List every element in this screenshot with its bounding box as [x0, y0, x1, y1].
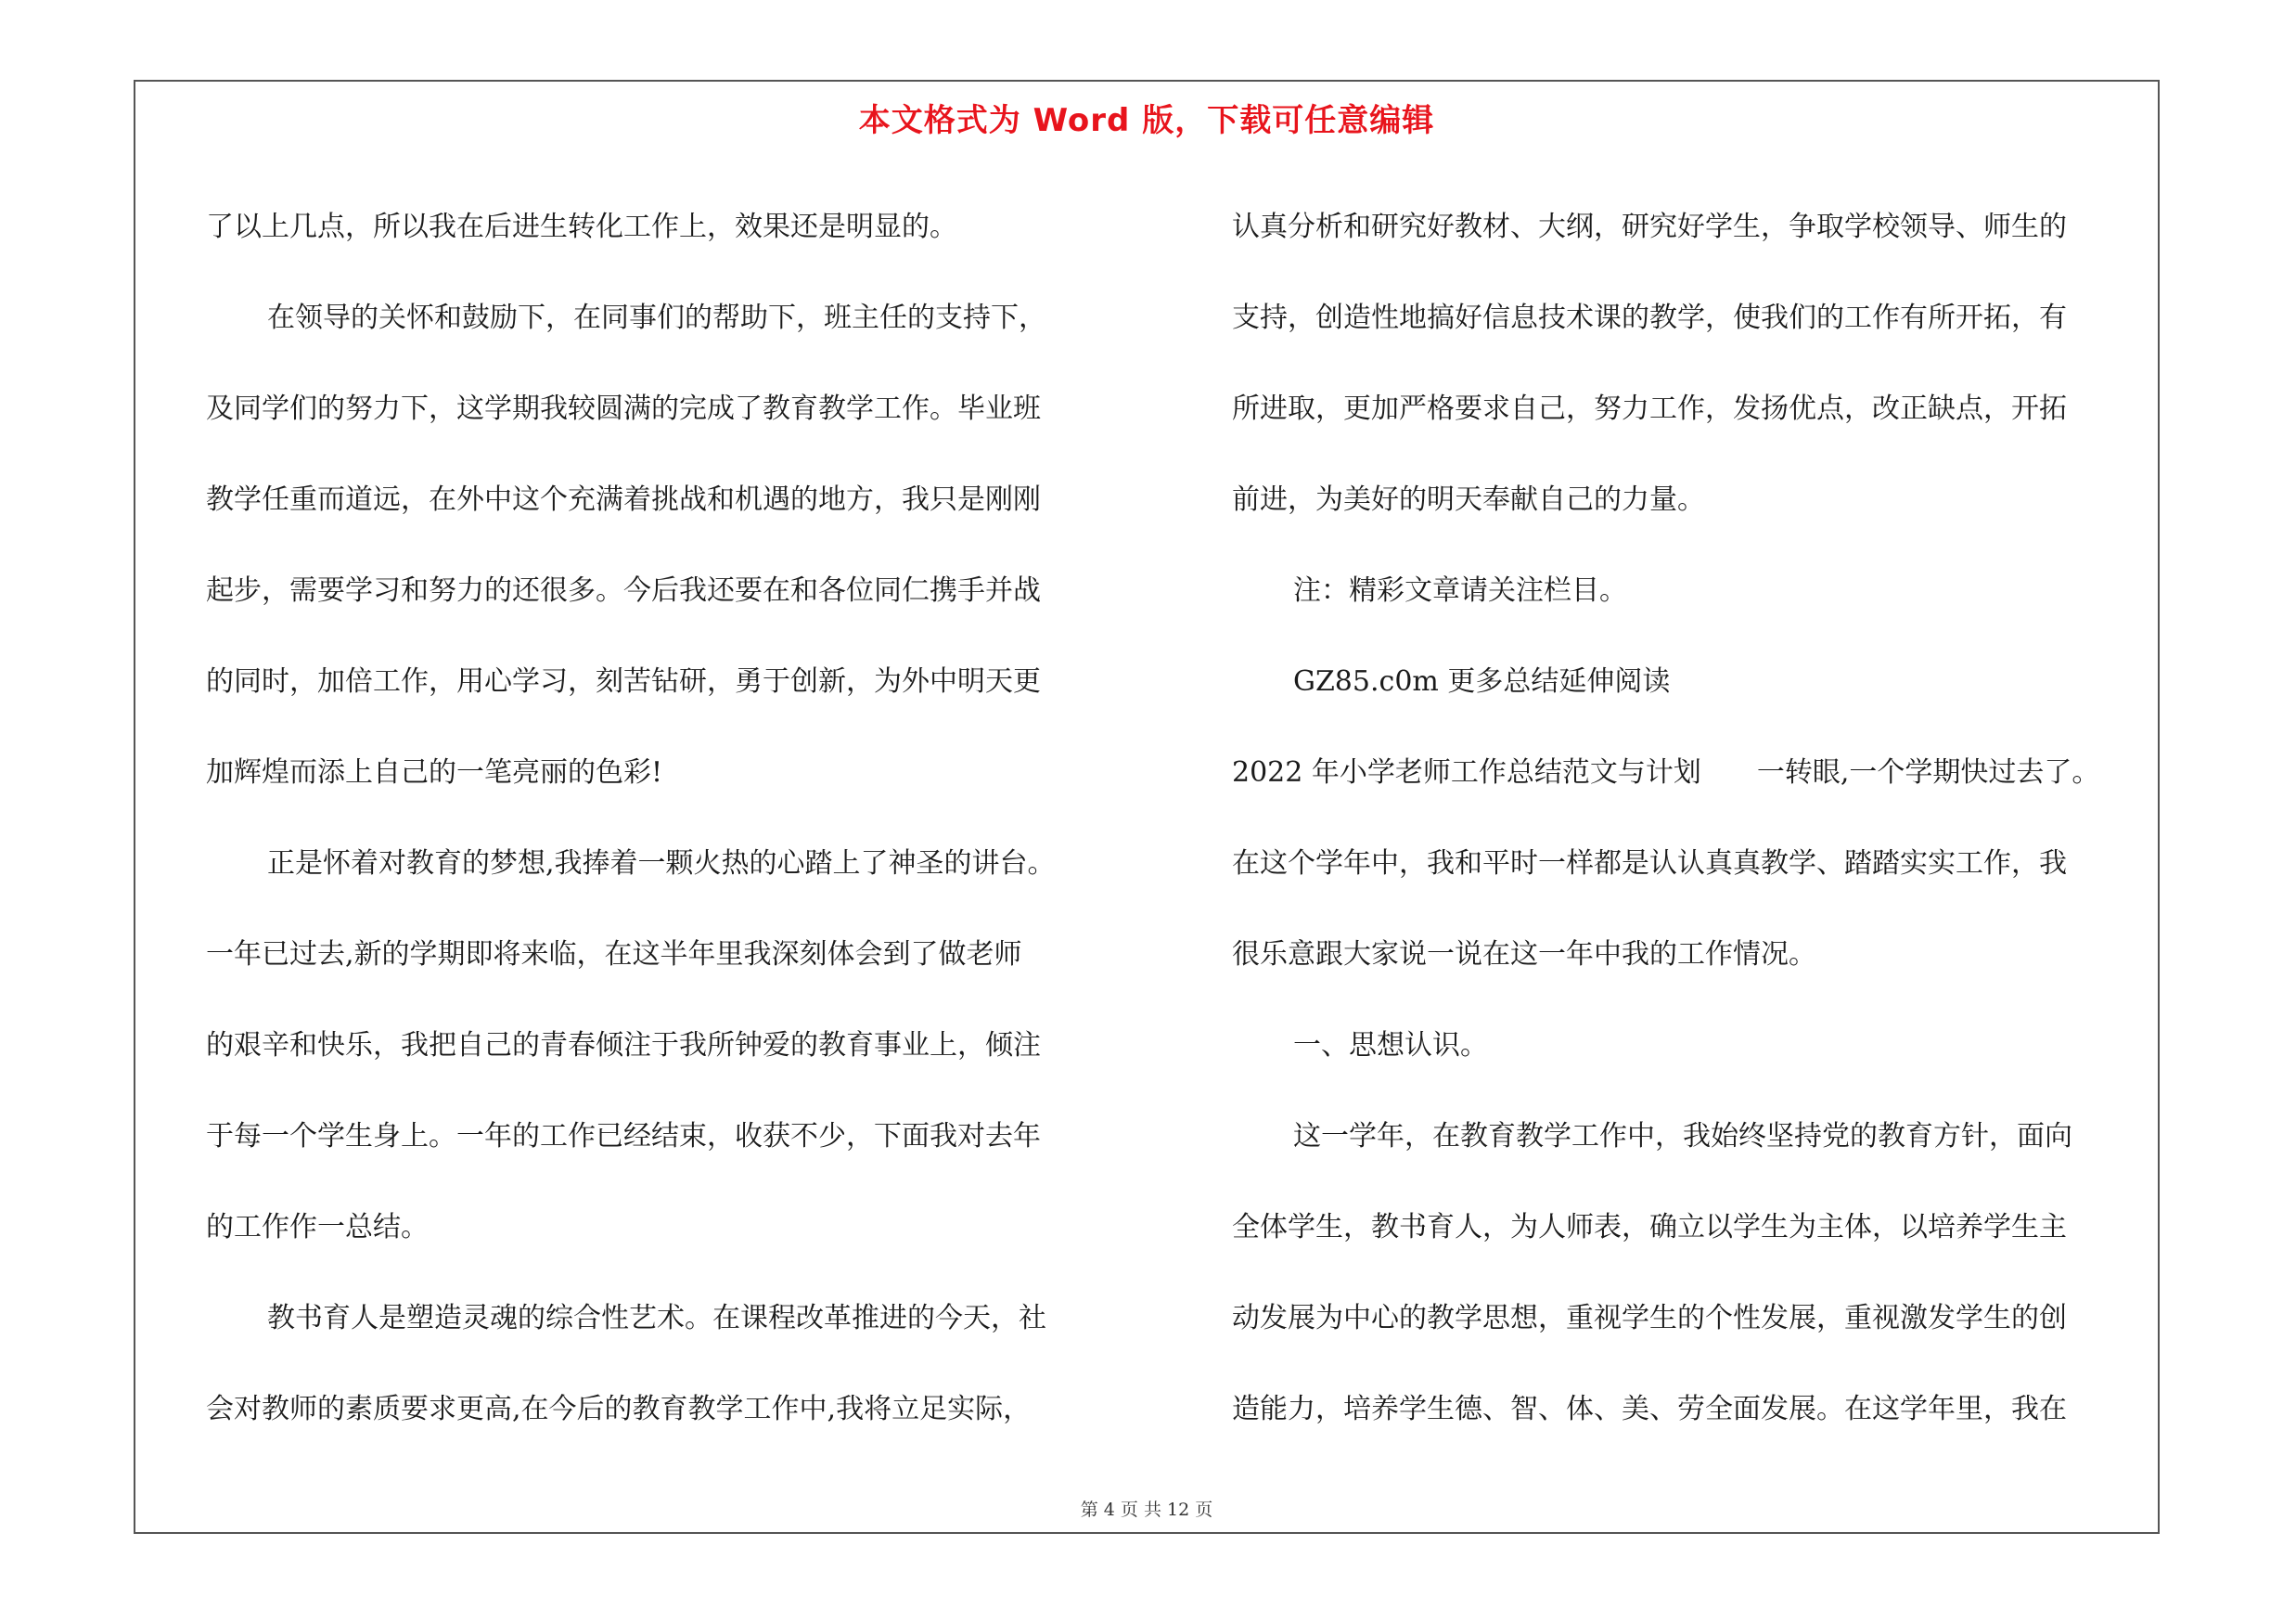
text-line: 很乐意跟大家说一说在这一年中我的工作情况。 [1232, 938, 1816, 971]
text-line: 注：精彩文章请关注栏目。 [1293, 574, 1627, 607]
text-line: 所进取，更加严格要求自己，努力工作，发扬优点，改正缺点，开拓 [1232, 393, 2067, 425]
text-line: 了以上几点，所以我在后进生转化工作上，效果还是明显的。 [206, 211, 957, 243]
page-frame [134, 80, 2160, 1534]
text-line: 2022 年小学老师工作总结范文与计划 一转眼,一个学期快过去了。 [1232, 756, 2100, 789]
left-column [206, 182, 1134, 1455]
text-line: 的同时，加倍工作，用心学习，刻苦钻研，勇于创新，为外中明天更 [206, 665, 1041, 698]
text-line: 全体学生，教书育人，为人师表，确立以学生为主体，以培养学生主 [1232, 1211, 2067, 1243]
text-line: GZ85.c0m 更多总结延伸阅读 [1293, 665, 1671, 698]
text-line: 造能力，培养学生德、智、体、美、劳全面发展。在这学年里，我在 [1232, 1393, 2067, 1425]
text-line: 前进，为美好的明天奉献自己的力量。 [1232, 483, 1705, 516]
text-line: 一年已过去,新的学期即将来临，在这半年里我深刻体会到了做老师 [206, 938, 1022, 971]
text-line: 起步，需要学习和努力的还很多。今后我还要在和各位同仁携手并战 [206, 574, 1041, 607]
text-line: 的工作作一总结。 [206, 1211, 429, 1243]
text-line: 于每一个学生身上。一年的工作已经结束，收获不少，下面我对去年 [206, 1120, 1041, 1153]
text-line: 这一学年，在教育教学工作中，我始终坚持党的教育方针，面向 [1293, 1120, 2072, 1153]
text-line: 在领导的关怀和鼓励下，在同事们的帮助下，班主任的支持下， [267, 302, 1046, 334]
text-line: 支持，创造性地搞好信息技术课的教学，使我们的工作有所开拓，有 [1232, 302, 2067, 334]
text-line: 正是怀着对教育的梦想,我捧着一颗火热的心踏上了神圣的讲台。 [267, 847, 1056, 880]
text-line: 及同学们的努力下，这学期我较圆满的完成了教育教学工作。毕业班 [206, 393, 1041, 425]
text-line: 会对教师的素质要求更高,在今后的教育教学工作中,我将立足实际， [206, 1393, 1032, 1425]
text-line: 一、思想认识。 [1293, 1029, 1488, 1062]
text-line: 加辉煌而添上自己的一笔亮丽的色彩! [206, 756, 663, 789]
text-line: 的艰辛和快乐，我把自己的青春倾注于我所钟爱的教育事业上，倾注 [206, 1029, 1041, 1062]
header-banner: 本文格式为 Word 版，下载可任意编辑 [858, 102, 1435, 139]
text-line: 认真分析和研究好教材、大纲，研究好学生，争取学校领导、师生的 [1232, 211, 2067, 243]
text-line: 在这个学年中，我和平时一样都是认认真真教学、踏踏实实工作，我 [1232, 847, 2067, 880]
text-line: 教学任重而道远，在外中这个充满着挑战和机遇的地方，我只是刚刚 [206, 483, 1041, 516]
text-line: 教书育人是塑造灵魂的综合性艺术。在课程改革推进的今天，社 [267, 1302, 1046, 1334]
page-footer: 第 4 页 共 12 页 [1080, 1500, 1213, 1520]
text-line: 动发展为中心的教学思想，重视学生的个性发展，重视激发学生的创 [1232, 1302, 2067, 1334]
right-column [1232, 182, 2160, 1455]
